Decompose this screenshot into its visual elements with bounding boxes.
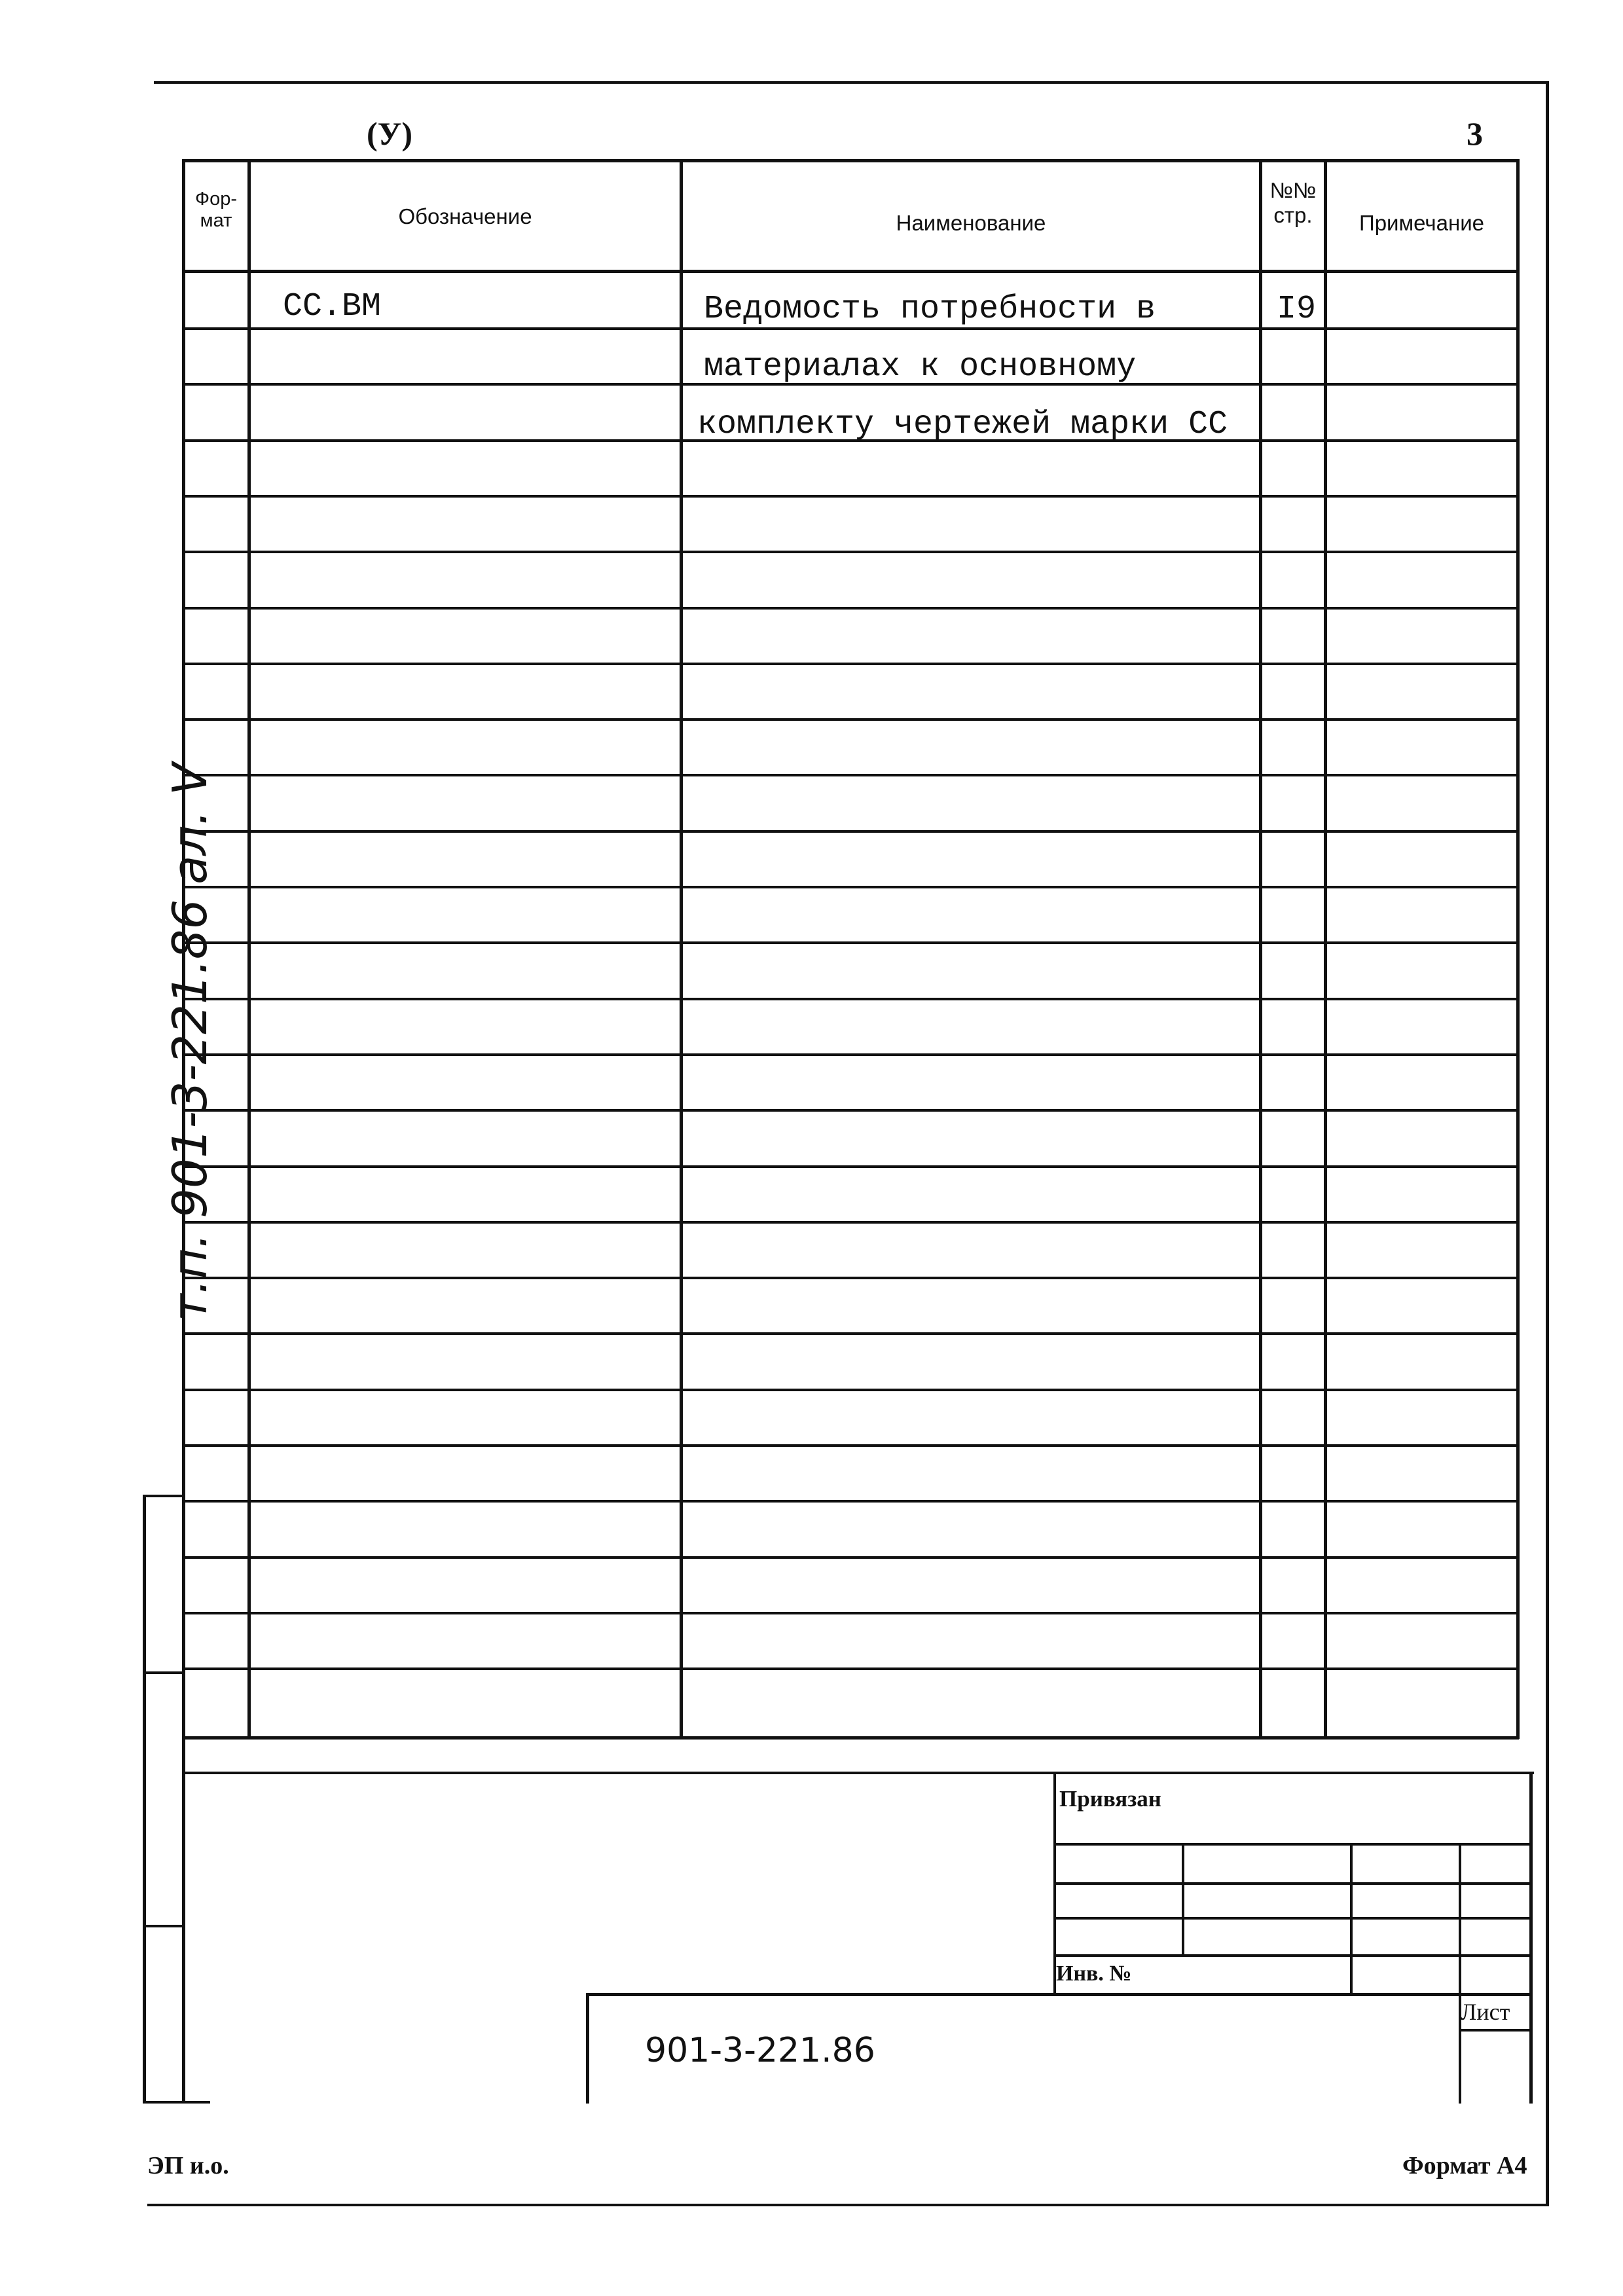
header-bottom-rule — [182, 270, 1519, 273]
footer-left: ЭП и.о. — [147, 2152, 229, 2179]
doc-number: 901-3-221.86 — [645, 2031, 875, 2070]
row-1-name: Ведомость потребности в — [704, 291, 1156, 328]
left-margin-tick — [143, 1495, 185, 1497]
table-row-rule — [185, 1165, 1518, 1168]
sheet-label: Лист — [1461, 1999, 1510, 2025]
doc-box-top — [586, 1993, 1533, 1996]
left-margin-tick — [143, 1671, 185, 1674]
table-row-rule — [185, 663, 1518, 665]
row-3-name: комплекту чертежей марки СС — [697, 406, 1228, 443]
table-row-rule — [185, 886, 1518, 888]
table-row-rule — [185, 1277, 1518, 1279]
left-margin-bottom — [143, 2101, 210, 2104]
column-header-page: №№ стр. — [1269, 178, 1317, 227]
page-number: 3 — [1467, 115, 1483, 152]
row-2-name: материалах к основному — [704, 348, 1137, 386]
table-bottom-rule — [182, 1736, 1519, 1740]
table-row-rule — [185, 1109, 1518, 1112]
table-row-rule — [185, 1444, 1518, 1447]
table-row-rule — [185, 1221, 1518, 1224]
title-block-divider — [1182, 1843, 1184, 1954]
frame-right-border — [1546, 81, 1549, 2205]
footer-right: Формат А4 — [1402, 2152, 1527, 2179]
table-row-rule — [185, 941, 1518, 944]
table-row-rule — [185, 830, 1518, 833]
row-1-designation: СС.ВМ — [283, 288, 382, 325]
table-row-rule — [185, 1500, 1518, 1503]
frame-bottom-rule — [147, 2204, 1549, 2206]
left-margin-tick — [143, 1925, 185, 1927]
left-margin-strip — [143, 1495, 146, 2104]
column-header-note: Примечание — [1359, 211, 1484, 235]
table-row-rule — [185, 495, 1518, 498]
table-row-rule — [185, 551, 1518, 553]
table-row-rule — [185, 1667, 1518, 1670]
table-row-rule — [185, 1389, 1518, 1391]
column-header-designation: Обозначение — [398, 204, 532, 228]
table-row-rule — [185, 718, 1518, 721]
table-row-rule — [185, 774, 1518, 776]
attached-label: Привязан — [1059, 1786, 1161, 1812]
table-row-rule — [185, 1556, 1518, 1559]
column-header-name: Наименование — [896, 211, 1046, 235]
table-top-border — [182, 159, 1519, 162]
table-row-rule — [185, 607, 1518, 610]
table-row-rule — [185, 1612, 1518, 1614]
doc-box-left — [586, 1993, 589, 2104]
sheet-code: (У) — [367, 115, 412, 152]
row-1-page: I9 — [1277, 291, 1317, 328]
side-stamp: т.п. 901-3-221.86 ал. V — [162, 763, 217, 1322]
column-header-format: Фор- мат — [195, 189, 237, 232]
inv-label: Инв. № — [1056, 1961, 1132, 1986]
table-row-rule — [185, 998, 1518, 1000]
sheet-label-rule — [1459, 2029, 1533, 2032]
table-row-rule — [185, 1332, 1518, 1335]
title-block-divider — [1459, 1843, 1461, 2104]
title-block-rule — [182, 1772, 1534, 1774]
title-block-divider — [1350, 1843, 1353, 1994]
table-row-rule — [185, 1053, 1518, 1056]
frame-top-border — [154, 81, 1548, 84]
title-block-right — [1529, 1772, 1533, 2104]
